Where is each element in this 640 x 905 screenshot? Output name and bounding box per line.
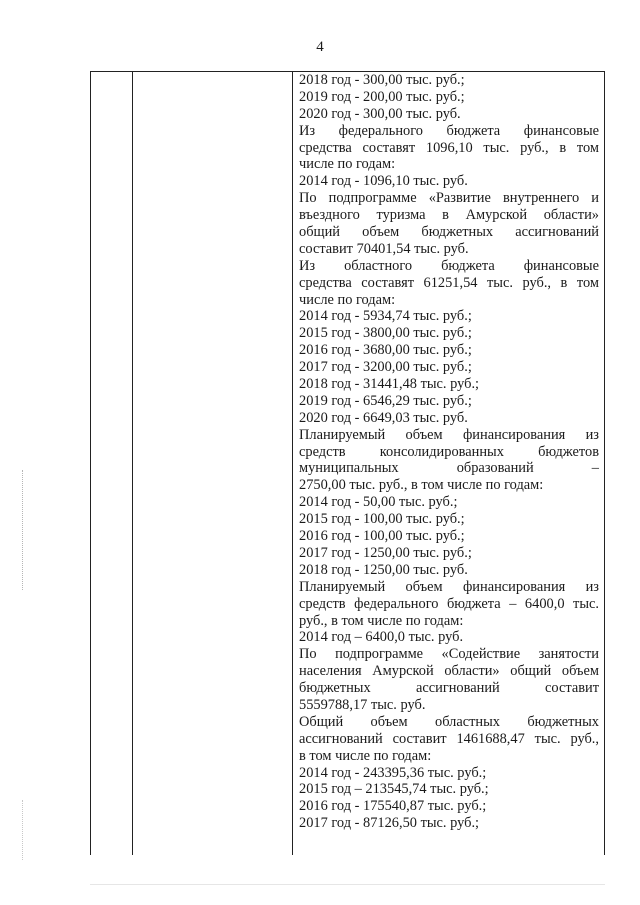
page-footer-rule — [90, 884, 605, 885]
text-line: Общий объем областных бюджетных — [299, 713, 599, 730]
text-line: 2017 год - 1250,00 тыс. руб.; — [299, 544, 472, 561]
text-line: общий объем бюджетных ассигнований — [299, 224, 599, 241]
text-line: 2020 год - 6649,03 тыс. руб. — [299, 409, 468, 426]
text-line: бюджетных ассигнований составит — [299, 680, 599, 697]
text-line: 2017 год - 3200,00 тыс. руб.; — [299, 359, 472, 376]
text-line: населения Амурской области» общий объем — [299, 663, 599, 680]
column-divider — [292, 72, 293, 855]
text-line: числе по годам: — [299, 291, 396, 308]
text-line: составит 70401,54 тыс. руб. — [299, 240, 469, 257]
text-line: 2018 год - 1250,00 тыс. руб. — [299, 561, 468, 578]
text-line: 2014 год - 5934,74 тыс. руб.; — [299, 308, 472, 325]
text-line: Из областного бюджета финансовые — [299, 257, 599, 274]
text-line: средств консолидированных бюджетов — [299, 443, 599, 460]
text-line: ассигнований составит 1461688,47 тыс. руб., — [299, 730, 599, 747]
text-line: 2019 год - 6546,29 тыс. руб.; — [299, 392, 472, 409]
text-line: 2015 год - 100,00 тыс. руб.; — [299, 511, 465, 528]
text-line: 2018 год - 300,00 тыс. руб.; — [299, 72, 465, 88]
text-line: 2750,00 тыс. руб., в том числе по годам: — [299, 477, 544, 494]
text-line: 2016 год - 100,00 тыс. руб.; — [299, 528, 465, 545]
text-line: 2017 год - 87126,50 тыс. руб.; — [299, 815, 480, 832]
text-line: въездного туризма в Амурской области» — [299, 207, 599, 224]
text-line: 2014 год - 243395,36 тыс. руб.; — [299, 764, 487, 781]
document-table — [90, 71, 605, 855]
text-line: Планируемый объем финансирования из — [299, 426, 599, 443]
text-line: средств федерального бюджета – 6400,0 тыс. — [299, 595, 599, 612]
text-line: муниципальных образований – — [299, 460, 599, 477]
text-line: По подпрограмме «Развитие внутреннего и — [299, 190, 599, 207]
scan-artifact — [22, 800, 23, 860]
text-line: 2014 год - 50,00 тыс. руб.; — [299, 494, 458, 511]
text-line: 2016 год - 175540,87 тыс. руб.; — [299, 798, 487, 815]
text-line: Планируемый объем финансирования из — [299, 578, 599, 595]
text-line: По подпрограмме «Содействие занятости — [299, 646, 599, 663]
page-number: 4 — [316, 39, 324, 55]
table-cell-text — [299, 72, 599, 832]
text-line: 2015 год - 3800,00 тыс. руб.; — [299, 325, 472, 342]
text-line: числе по годам: — [299, 156, 396, 173]
text-line: в том числе по годам: — [299, 747, 432, 764]
text-line: 2018 год - 31441,48 тыс. руб.; — [299, 376, 480, 393]
scan-artifact — [22, 470, 23, 590]
text-line: 2020 год - 300,00 тыс. руб. — [299, 105, 461, 122]
text-line: 2014 год - 1096,10 тыс. руб. — [299, 173, 468, 190]
text-line: 2016 год - 3680,00 тыс. руб.; — [299, 342, 472, 359]
text-line: 5559788,17 тыс. руб. — [299, 696, 426, 713]
text-line: 2015 год – 213545,74 тыс. руб.; — [299, 781, 489, 798]
text-line: 2019 год - 200,00 тыс. руб.; — [299, 88, 465, 105]
text-line: средства составят 61251,54 тыс. руб., в том — [299, 274, 599, 291]
column-divider — [132, 72, 133, 855]
text-line: 2014 год – 6400,0 тыс. руб. — [299, 629, 464, 646]
text-line: средства составят 1096,10 тыс. руб., в том — [299, 139, 599, 156]
text-line: Из федерального бюджета финансовые — [299, 122, 599, 139]
text-line: руб., в том числе по годам: — [299, 612, 464, 629]
